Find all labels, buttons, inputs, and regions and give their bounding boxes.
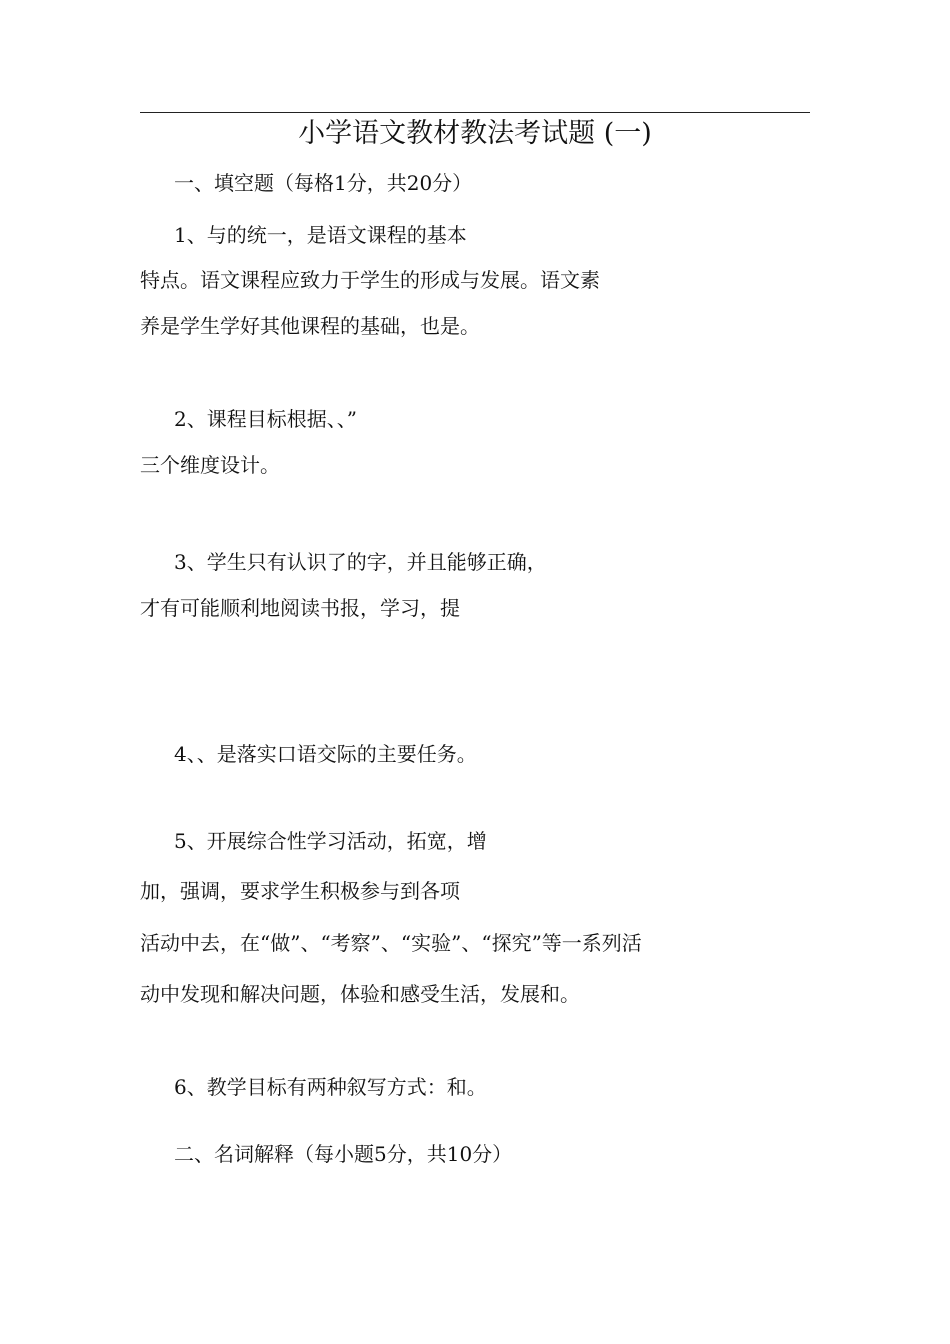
page-title: 小学语文教材教法考试题 (一) — [298, 118, 652, 149]
question-5-line-3: 活动中去，在“做”、“考察”、“实验”、“探究”等一系列活 — [140, 931, 642, 955]
question-3-line-1: 3、学生只有认识了的字，并且能够正确， — [174, 550, 547, 574]
question-5-line-4: 动中发现和解决问题，体验和感受生活，发展和。 — [140, 982, 580, 1006]
question-6-line-1: 6、教学目标有两种叙写方式：和。 — [174, 1075, 487, 1099]
question-1-line-2: 特点。语文课程应致力于学生的形成与发展。语文素 — [140, 268, 600, 292]
question-1-line-3: 养是学生学好其他课程的基础，也是。 — [140, 314, 480, 338]
question-2-line-2: 三个维度设计。 — [140, 453, 280, 477]
question-1-line-1: 1、与的统一，是语文课程的基本 — [174, 223, 467, 247]
question-5-line-1: 5、开展综合性学习活动，拓宽，增 — [174, 829, 487, 853]
question-2-line-1: 2、课程目标根据、、” — [174, 407, 357, 431]
question-5-line-2: 加，强调，要求学生积极参与到各项 — [140, 879, 460, 903]
section-2-heading: 二、名词解释（每小题5分，共10分） — [174, 1142, 513, 1166]
header-rule — [140, 112, 810, 113]
question-4-line-1: 4、、是落实口语交际的主要任务。 — [174, 742, 477, 766]
section-1-heading: 一、填空题（每格1分，共20分） — [174, 171, 473, 195]
question-3-line-2: 才有可能顺利地阅读书报，学习，提 — [140, 596, 460, 620]
